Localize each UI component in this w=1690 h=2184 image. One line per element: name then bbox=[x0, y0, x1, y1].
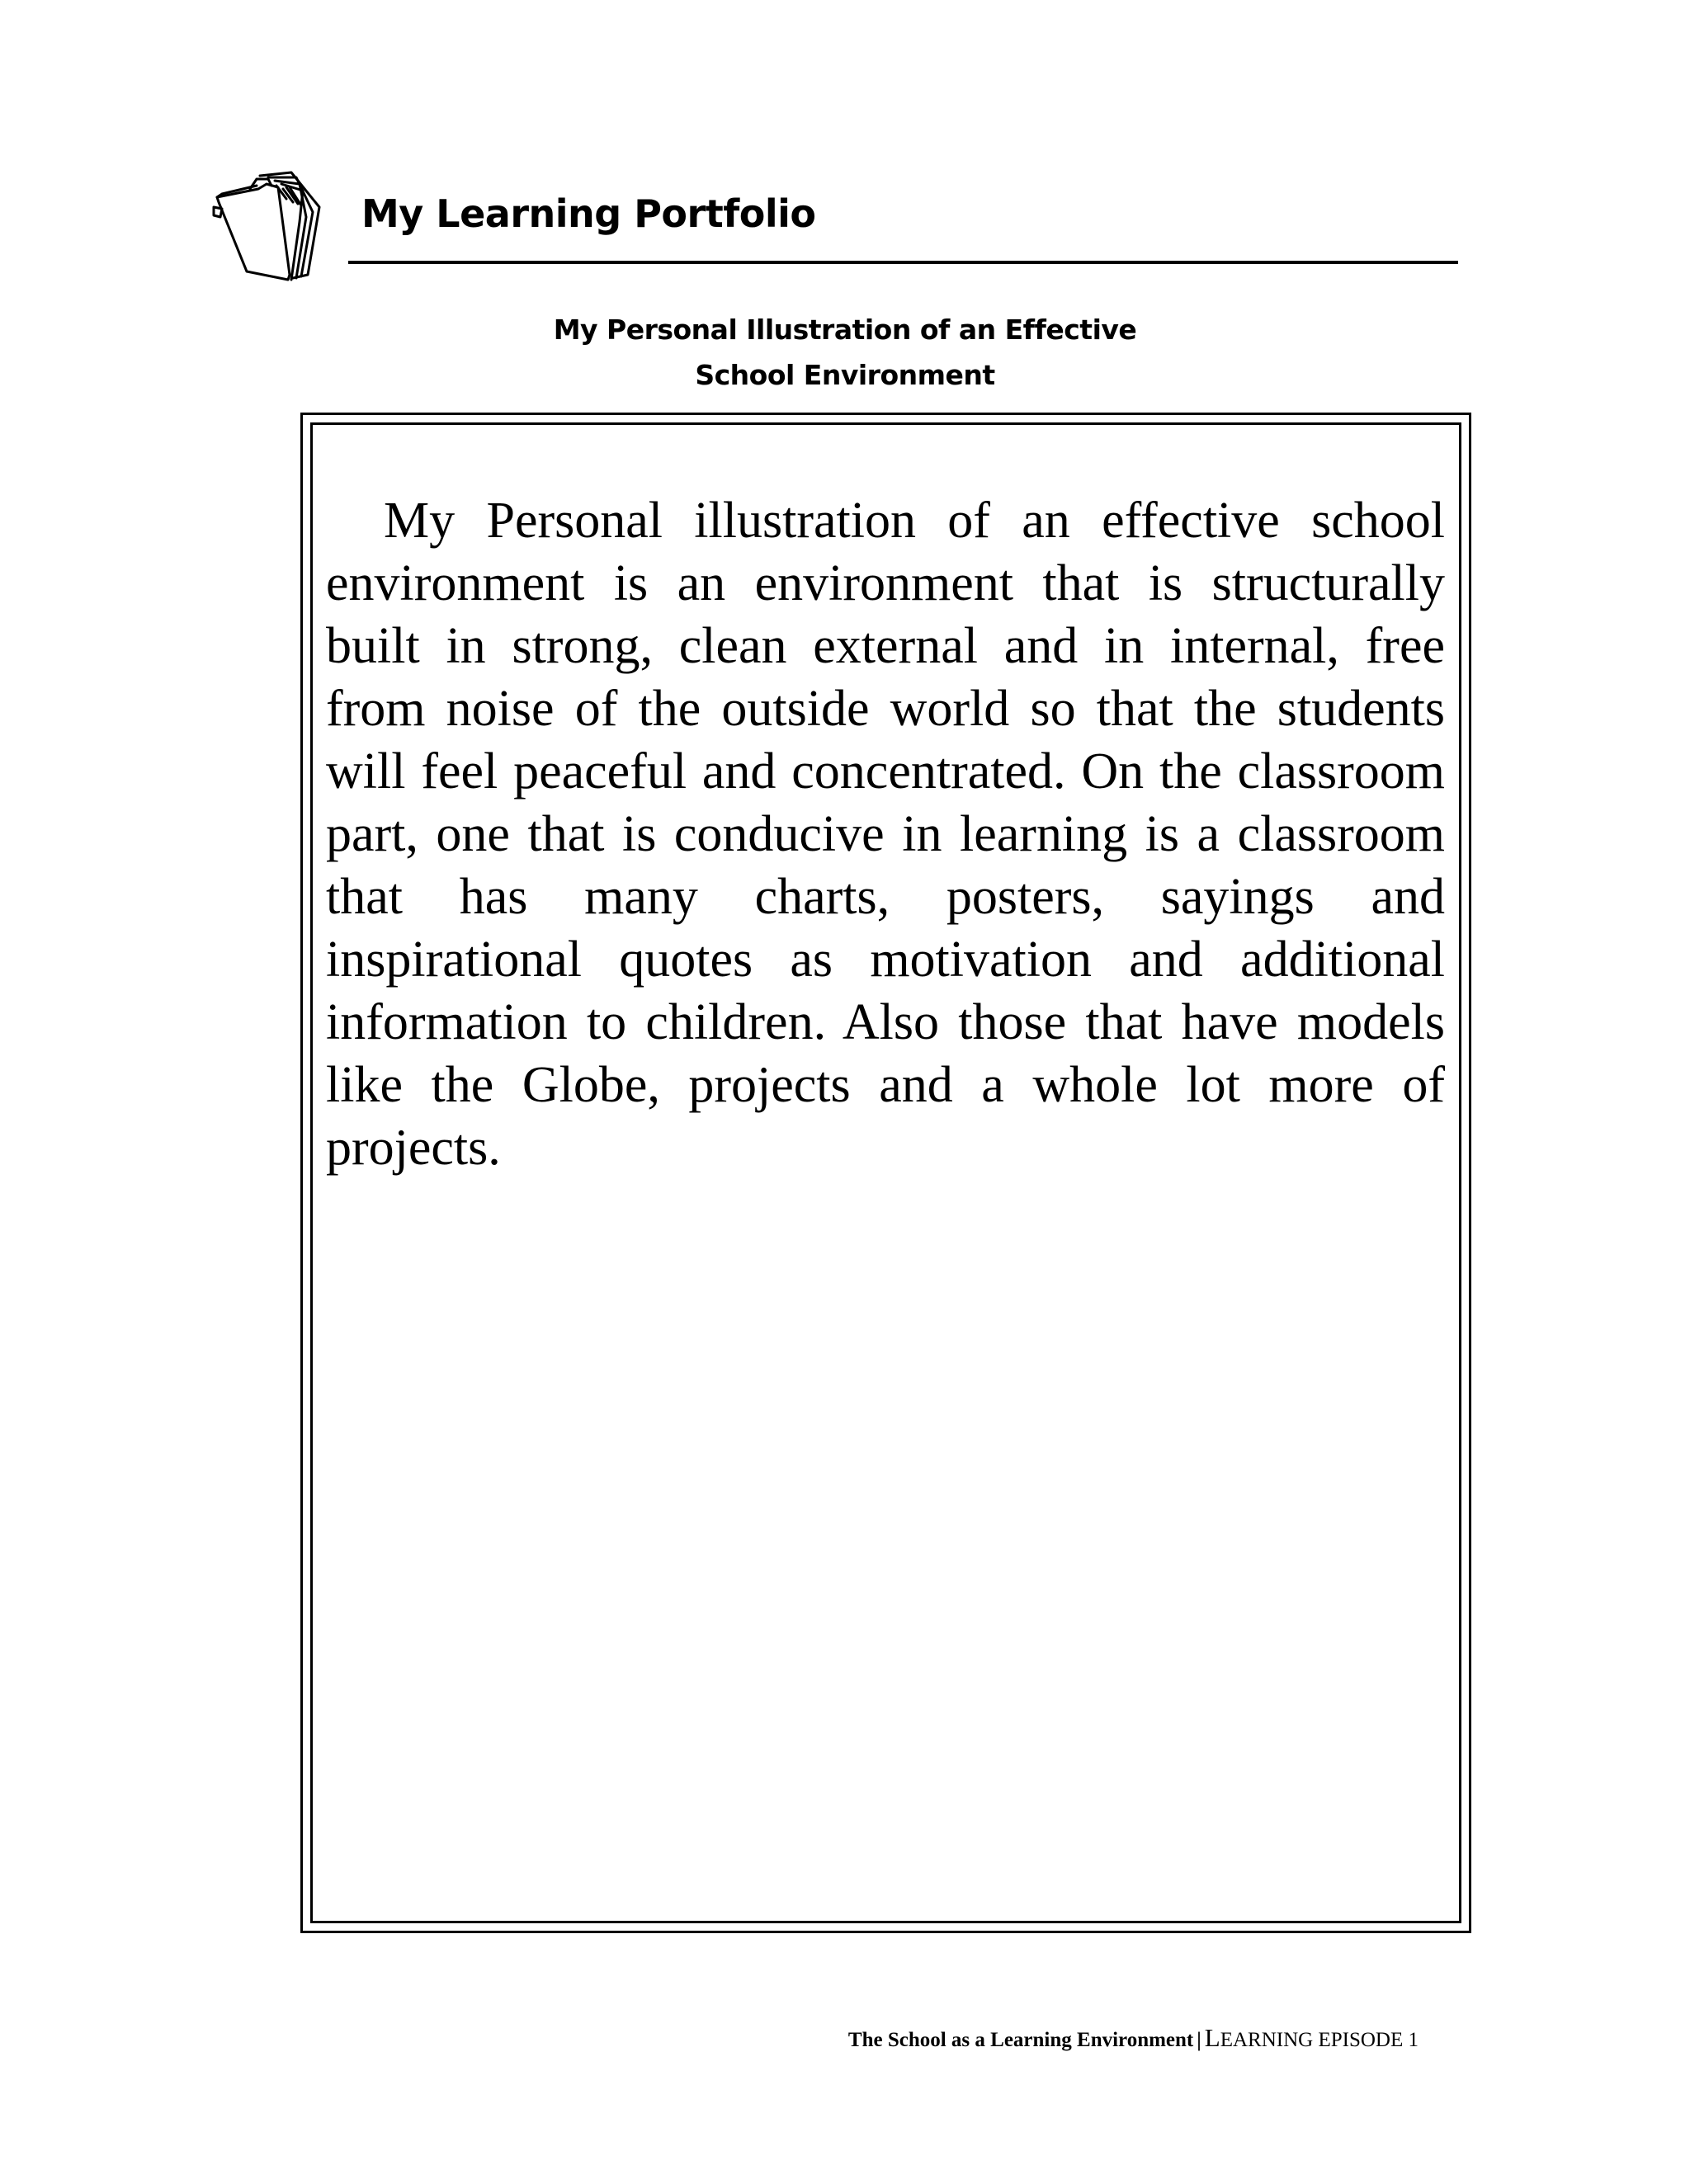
footer-course-title: The School as a Learning Environment bbox=[847, 2029, 1194, 2051]
portfolio-folder-icon bbox=[210, 169, 342, 285]
footer-episode-initial: L bbox=[1204, 2023, 1220, 2052]
page-footer bbox=[848, 2025, 1419, 2050]
footer-episode-rest: EARNING EPISODE 1 bbox=[1220, 2029, 1419, 2051]
footer-episode bbox=[1204, 2023, 1419, 2052]
title-underline bbox=[348, 261, 1458, 264]
section-heading-line-2: School Environment bbox=[695, 359, 995, 391]
portfolio-title: My Learning Portfolio bbox=[361, 191, 816, 236]
section-heading-line-1: My Personal Illustration of an Effective bbox=[553, 314, 1137, 346]
footer-separator: | bbox=[1197, 2029, 1201, 2051]
section-heading bbox=[0, 307, 1690, 398]
essay-paragraph: My Personal illustration of an effective school environment is an environment that is structurally built in strong, clean external and in internal, free from noise of the outside world so that the students will feel peaceful and concentrated. On the classroom part, one that is conducive in learning is a classroom that has many charts, posters, sayings and inspirational quotes as motivation and additional information to children. Also those that have models like the Globe, projects and a whole lot more of projects. bbox=[326, 493, 1445, 1176]
